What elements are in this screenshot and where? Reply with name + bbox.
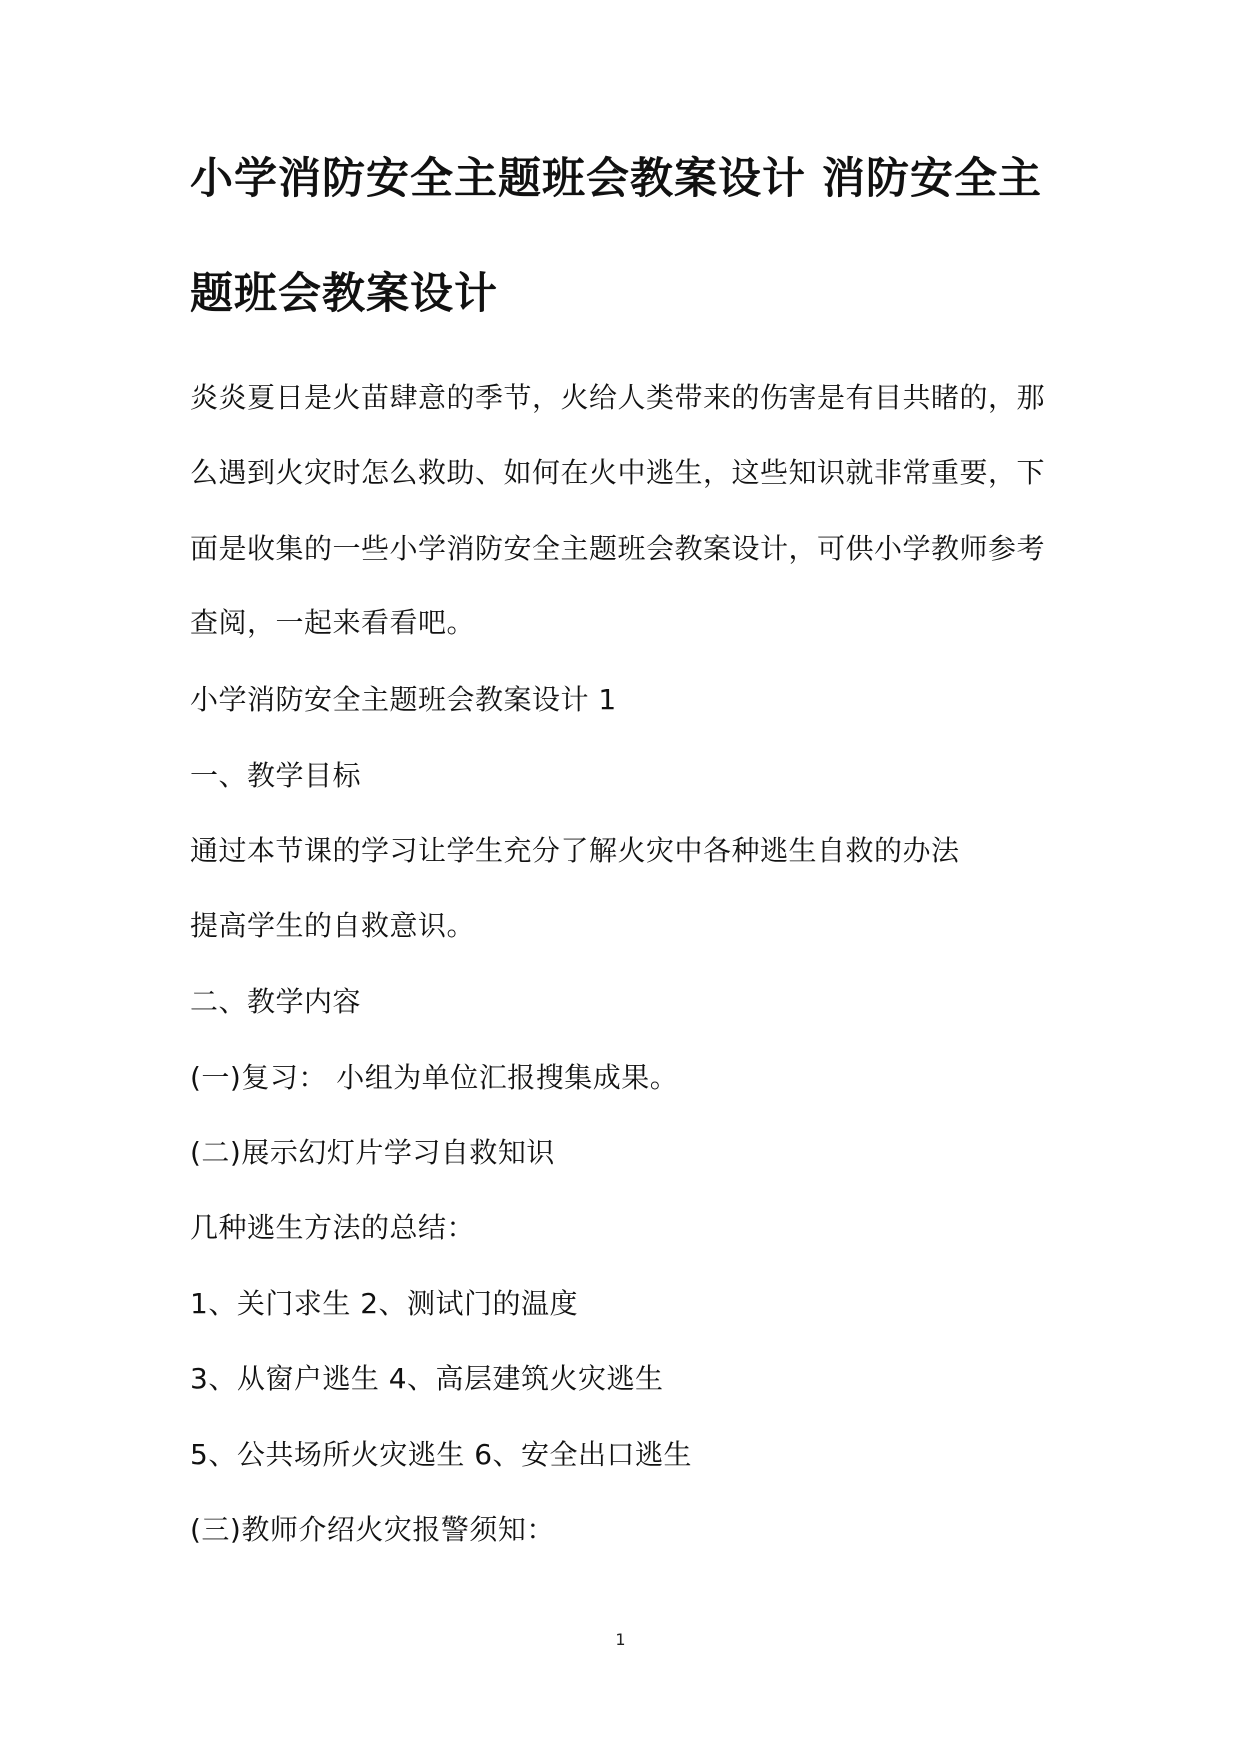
intro-line: 面是收集的一些小学消防安全主题班会教案设计，可供小学教师参考 [190,532,1046,565]
content-line: (二)展示幻灯片学习自救知识 [190,1136,555,1169]
intro-line: 么遇到火灾时怎么救助、如何在火中逃生，这些知识就非常重要，下 [190,456,1046,489]
objective-line: 提高学生的自救意识。 [190,909,476,942]
content-line: 几种逃生方法的总结： [190,1211,476,1244]
intro-line: 查阅，一起来看看吧。 [190,606,476,639]
objective-line: 通过本节课的学习让学生充分了解火灾中各种逃生自救的办法 [190,834,960,867]
section-heading-content: 二、教学内容 [190,985,362,1018]
document-title-line-1: 小学消防安全主题班会教案设计 消防安全主 [190,154,1042,204]
method-line: 5、公共场所火灾逃生 6、安全出口逃生 [190,1438,693,1471]
method-line: 3、从窗户逃生 4、高层建筑火灾逃生 [190,1362,664,1395]
intro-line: 炎炎夏日是火苗肆意的季节，火给人类带来的伤害是有目共睹的，那 [190,381,1046,414]
content-line: (三)教师介绍火灾报警须知： [190,1513,555,1546]
page-number: 1 [615,1630,626,1649]
document-title-line-2: 题班会教案设计 [190,269,498,319]
section-heading-objectives: 一、教学目标 [190,759,362,792]
content-line: (一)复习： 小组为单位汇报搜集成果。 [190,1061,679,1094]
method-line: 1、关门求生 2、测试门的温度 [190,1287,579,1320]
lesson-subtitle: 小学消防安全主题班会教案设计 1 [190,683,617,716]
